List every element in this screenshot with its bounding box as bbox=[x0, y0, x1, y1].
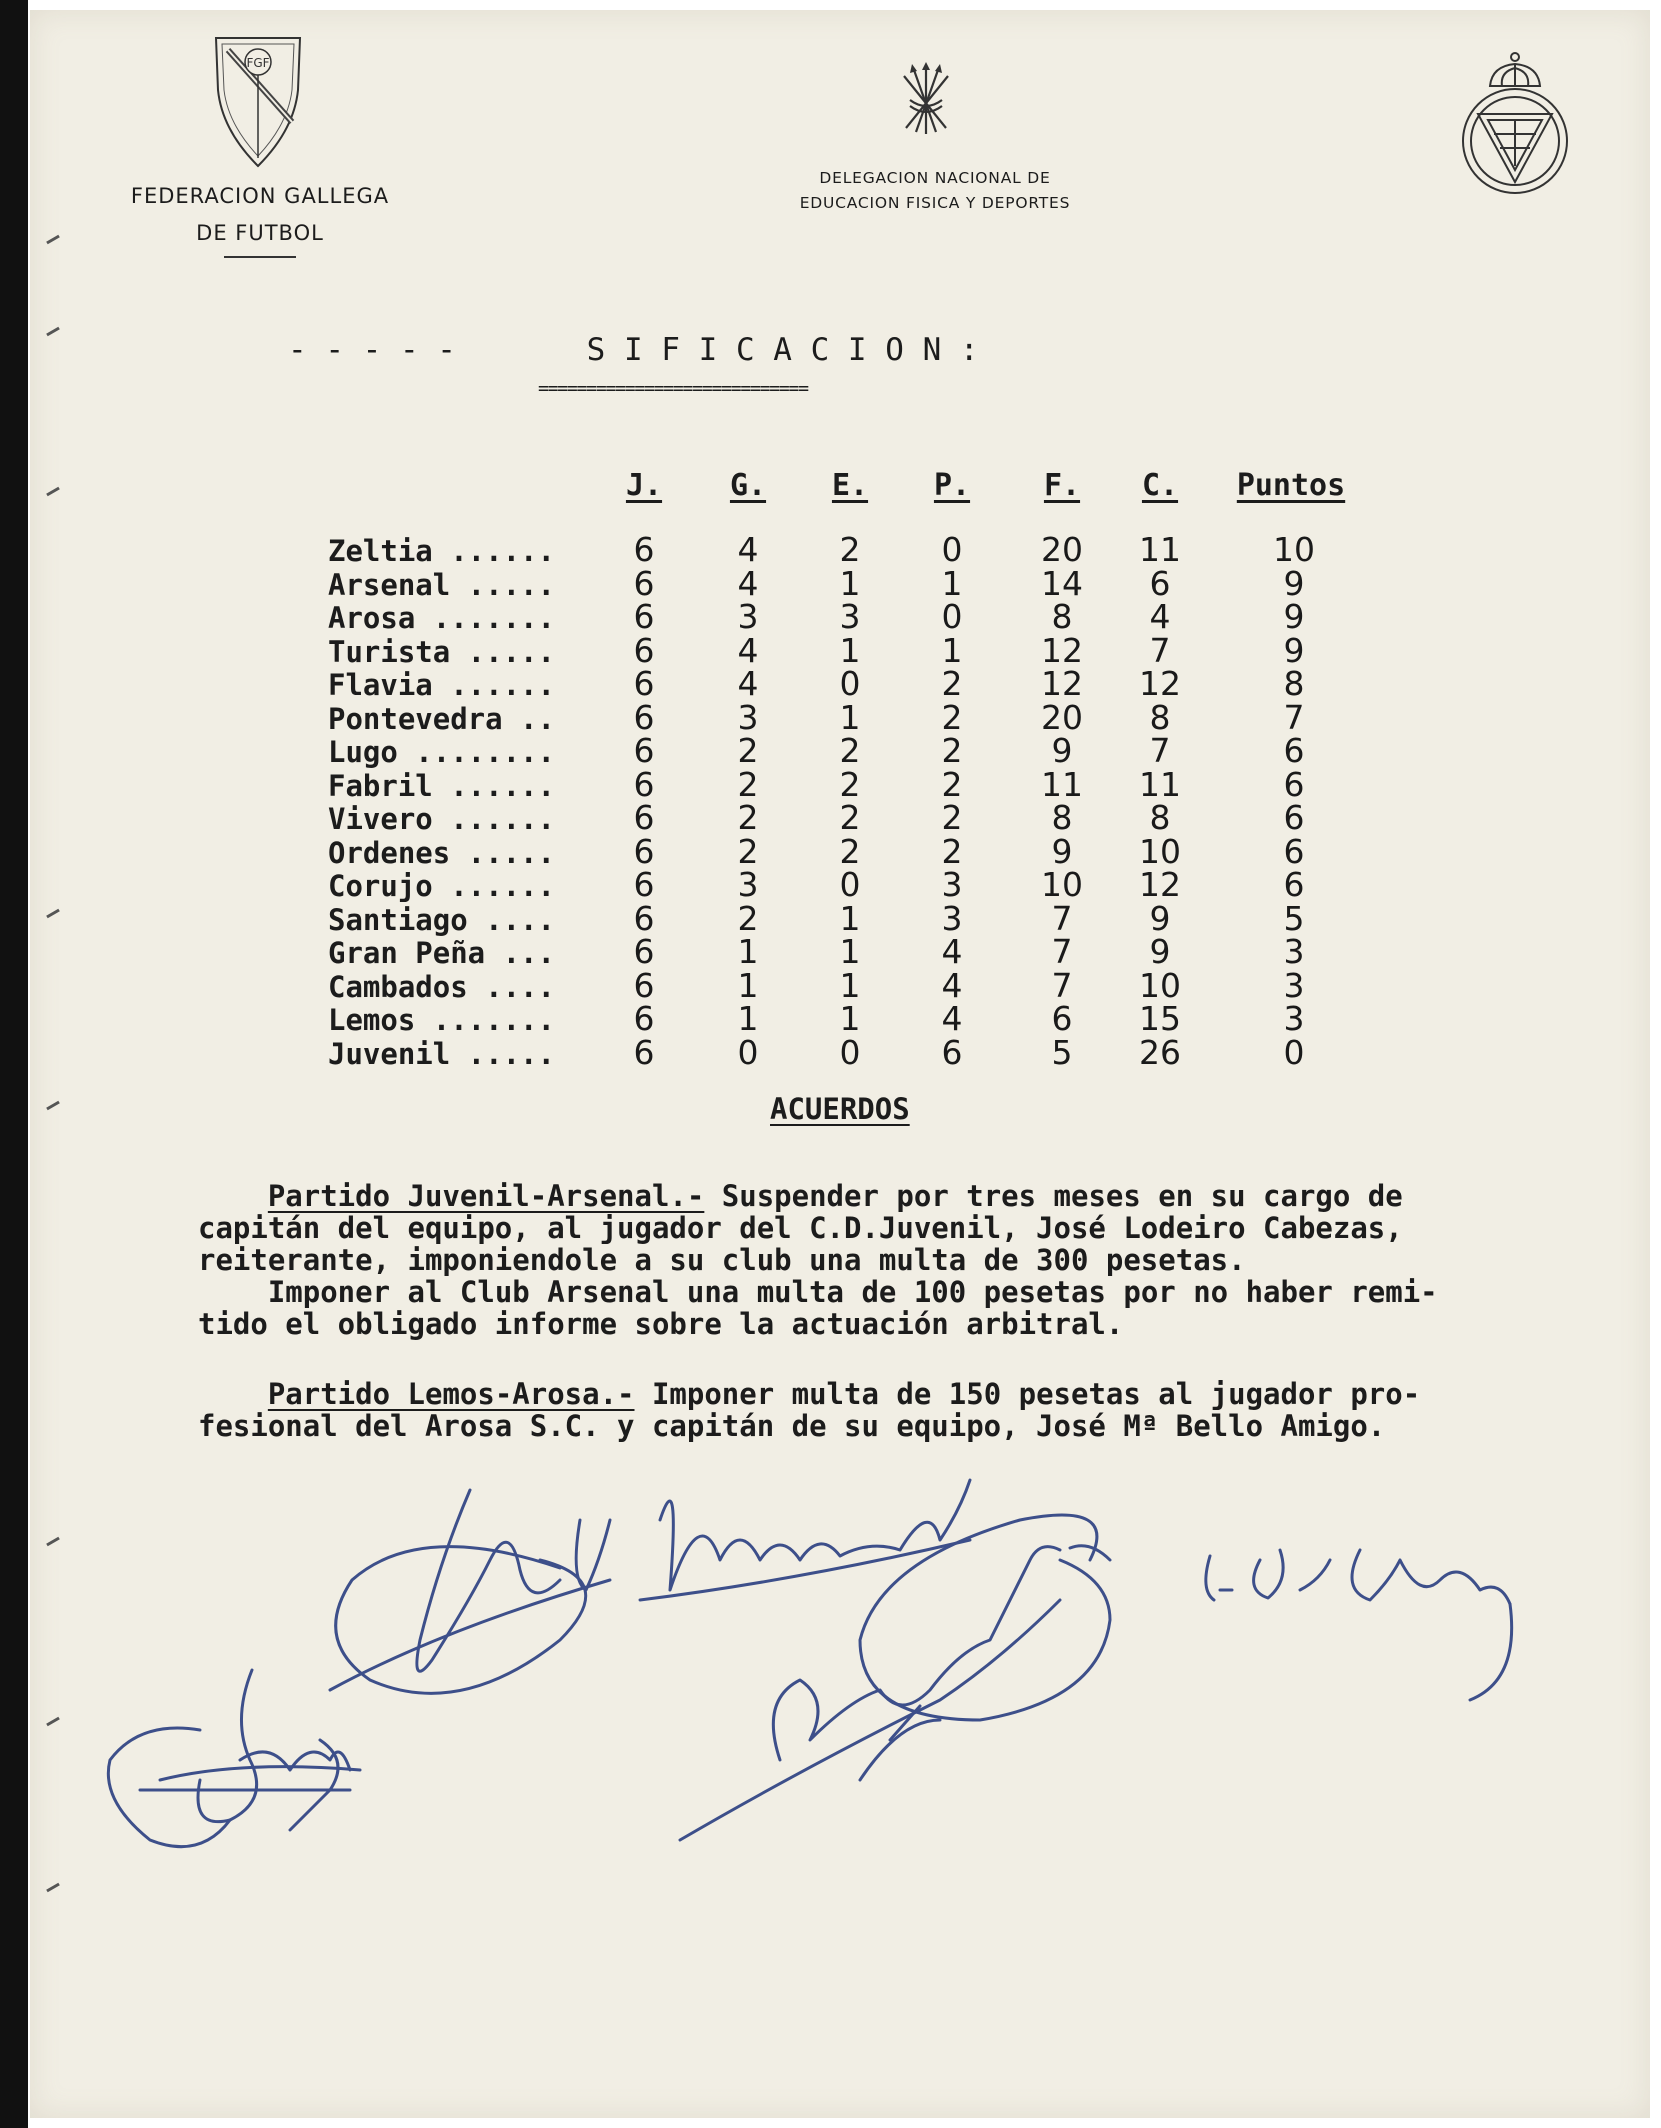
column-header-puntos: Puntos bbox=[1236, 468, 1346, 503]
cell-c: 4 bbox=[1149, 597, 1171, 636]
cell-g: 1 bbox=[737, 932, 759, 971]
federation-name-line1: FEDERACION GALLEGA bbox=[130, 184, 390, 208]
ruling-text: reiterante, imponiendole a su club una multa de 300 pesetas. bbox=[198, 1243, 1246, 1277]
cell-p: 0 bbox=[941, 530, 963, 569]
cell-e: 0 bbox=[839, 664, 861, 703]
team-name: Arosa ....... bbox=[328, 601, 555, 635]
cell-e: 0 bbox=[839, 1032, 861, 1072]
cell-f: 14 bbox=[1041, 563, 1083, 603]
cell-c: 7 bbox=[1149, 630, 1171, 670]
cell-p: 2 bbox=[941, 731, 963, 770]
cell-j: 6 bbox=[633, 1032, 655, 1072]
cell-pts: 9 bbox=[1283, 630, 1305, 670]
cell-c: 26 bbox=[1139, 1032, 1181, 1072]
team-name: Flavia ...... bbox=[328, 668, 555, 702]
crowned-crest-icon bbox=[1450, 46, 1580, 196]
cell-p: 4 bbox=[941, 965, 963, 1005]
acuerdos-heading: ACUERDOS bbox=[770, 1092, 910, 1126]
cell-f: 7 bbox=[1051, 965, 1073, 1005]
cell-g: 1 bbox=[737, 965, 759, 1005]
delegation-name bbox=[760, 166, 1110, 216]
cell-j: 6 bbox=[633, 965, 655, 1005]
cell-g: 3 bbox=[737, 865, 759, 904]
cell-j: 6 bbox=[633, 630, 655, 670]
team-name: Vivero ...... bbox=[328, 802, 555, 836]
cell-g: 0 bbox=[737, 1032, 759, 1072]
cell-c: 15 bbox=[1139, 999, 1181, 1038]
cell-p: 1 bbox=[941, 630, 963, 670]
classification-heading bbox=[288, 332, 979, 368]
ruling-label: Partido Juvenil-Arsenal.- bbox=[267, 1179, 705, 1213]
cell-g: 2 bbox=[737, 764, 759, 804]
yoke-and-arrows-icon bbox=[896, 60, 956, 140]
column-header-j: J. bbox=[625, 468, 663, 503]
cell-p: 6 bbox=[941, 1032, 963, 1072]
cell-g: 4 bbox=[737, 664, 759, 703]
cell-pts: 6 bbox=[1283, 731, 1305, 770]
column-header-e: E. bbox=[831, 468, 869, 503]
cell-pts: 10 bbox=[1273, 530, 1315, 569]
team-name: Lemos ....... bbox=[328, 1003, 555, 1037]
cell-e: 1 bbox=[839, 697, 861, 737]
cell-g: 2 bbox=[737, 831, 759, 871]
cell-g: 3 bbox=[737, 597, 759, 636]
cell-j: 6 bbox=[633, 731, 655, 770]
cell-g: 2 bbox=[737, 898, 759, 938]
cell-e: 1 bbox=[839, 898, 861, 938]
cell-j: 6 bbox=[633, 932, 655, 971]
ruling-text: Suspender por tres meses en su cargo de bbox=[704, 1179, 1403, 1213]
cell-f: 10 bbox=[1041, 865, 1083, 904]
team-name: Pontevedra .. bbox=[328, 701, 555, 736]
federation-name-line2: DE FUTBOL bbox=[196, 221, 324, 245]
cell-p: 3 bbox=[941, 865, 963, 904]
cell-pts: 8 bbox=[1283, 664, 1305, 703]
cell-pts: 3 bbox=[1283, 999, 1305, 1038]
cell-g: 2 bbox=[737, 798, 759, 837]
cell-f: 6 bbox=[1051, 999, 1073, 1038]
ruling-text: capitán del equipo, al jugador del C.D.Juvenil, José Lodeiro Cabezas, bbox=[198, 1211, 1403, 1245]
cell-c: 10 bbox=[1139, 831, 1181, 871]
delegation-name-line2: EDUCACION FISICA Y DEPORTES bbox=[799, 194, 1071, 212]
column-header-c: C. bbox=[1141, 468, 1179, 503]
ruling-text: fesional del Arosa S.C. y capitán de su equipo, José Mª Bello Amigo. bbox=[198, 1409, 1386, 1443]
cell-c: 11 bbox=[1139, 764, 1181, 804]
cell-e: 2 bbox=[839, 530, 861, 569]
ruling-text: tido el obligado informe sobre la actuación arbitral. bbox=[198, 1307, 1124, 1341]
cell-f: 11 bbox=[1041, 764, 1083, 804]
heading-dashes: - - - - - bbox=[288, 332, 456, 368]
cell-j: 6 bbox=[633, 764, 655, 804]
cell-g: 4 bbox=[737, 530, 759, 569]
cell-c: 6 bbox=[1149, 563, 1171, 603]
cell-e: 1 bbox=[839, 630, 861, 670]
cell-pts: 9 bbox=[1283, 597, 1305, 636]
cell-c: 9 bbox=[1149, 932, 1171, 971]
team-name: Cambados .... bbox=[328, 969, 555, 1004]
federation-rule bbox=[224, 256, 296, 258]
cell-j: 6 bbox=[633, 798, 655, 837]
cell-c: 7 bbox=[1149, 731, 1171, 770]
cell-e: 2 bbox=[839, 798, 861, 837]
heading-double-rule: ============================ bbox=[538, 378, 808, 399]
federation-crest-icon bbox=[208, 30, 308, 170]
cell-j: 6 bbox=[633, 865, 655, 904]
cell-pts: 9 bbox=[1283, 563, 1305, 603]
cell-c: 8 bbox=[1149, 697, 1171, 737]
cell-j: 6 bbox=[633, 898, 655, 938]
team-name: Zeltia ...... bbox=[328, 534, 555, 568]
cell-c: 9 bbox=[1149, 898, 1171, 938]
team-name: Corujo ...... bbox=[328, 869, 555, 903]
cell-c: 11 bbox=[1139, 530, 1181, 569]
cell-j: 6 bbox=[633, 563, 655, 603]
cell-pts: 6 bbox=[1283, 798, 1305, 837]
cell-j: 6 bbox=[633, 664, 655, 703]
cell-f: 9 bbox=[1051, 831, 1073, 871]
cell-pts: 5 bbox=[1283, 898, 1305, 938]
cell-e: 1 bbox=[839, 932, 861, 971]
cell-c: 10 bbox=[1139, 965, 1181, 1005]
cell-j: 6 bbox=[633, 697, 655, 737]
cell-pts: 3 bbox=[1283, 932, 1305, 971]
cell-f: 5 bbox=[1051, 1032, 1073, 1072]
cell-p: 4 bbox=[941, 932, 963, 971]
team-name: Lugo ........ bbox=[328, 735, 555, 769]
cell-f: 8 bbox=[1051, 798, 1073, 837]
ruling-label: Partido Lemos-Arosa.- bbox=[267, 1377, 635, 1411]
cell-c: 8 bbox=[1149, 798, 1171, 837]
team-name: Turista ..... bbox=[328, 634, 555, 669]
team-name: Ordenes ..... bbox=[328, 835, 555, 870]
cell-e: 2 bbox=[839, 731, 861, 770]
cell-p: 2 bbox=[941, 798, 963, 837]
cell-pts: 3 bbox=[1283, 965, 1305, 1005]
ruling-juvenil-arsenal bbox=[198, 1180, 1618, 1340]
cell-g: 4 bbox=[737, 563, 759, 603]
cell-f: 20 bbox=[1041, 697, 1083, 737]
team-name: Arsenal ..... bbox=[328, 567, 555, 602]
cell-j: 6 bbox=[633, 530, 655, 569]
cell-pts: 6 bbox=[1283, 831, 1305, 871]
binding-spine bbox=[0, 0, 28, 2128]
ruling-text: Imponer al Club Arsenal una multa de 100 pesetas por no haber remi- bbox=[267, 1275, 1438, 1309]
cell-p: 2 bbox=[941, 831, 963, 871]
team-name: Santiago .... bbox=[328, 902, 555, 937]
cell-e: 3 bbox=[839, 597, 861, 636]
cell-e: 2 bbox=[839, 764, 861, 804]
team-name: Juvenil ..... bbox=[328, 1036, 555, 1071]
cell-e: 1 bbox=[839, 999, 861, 1038]
team-name: Gran Peña ... bbox=[328, 936, 555, 970]
cell-f: 9 bbox=[1051, 731, 1073, 770]
cell-e: 1 bbox=[839, 563, 861, 603]
cell-pts: 7 bbox=[1283, 697, 1305, 737]
cell-g: 4 bbox=[737, 630, 759, 670]
cell-j: 6 bbox=[633, 999, 655, 1038]
cell-j: 6 bbox=[633, 597, 655, 636]
cell-pts: 6 bbox=[1283, 764, 1305, 804]
cell-f: 12 bbox=[1041, 630, 1083, 670]
heading-text: S I F I C A C I O N : bbox=[586, 332, 979, 368]
cell-p: 2 bbox=[941, 697, 963, 737]
ruling-text: Imponer multa de 150 pesetas al jugador pro- bbox=[634, 1377, 1421, 1411]
federation-name bbox=[100, 178, 420, 252]
cell-c: 12 bbox=[1139, 865, 1181, 904]
svg-text:FGF: FGF bbox=[246, 56, 270, 70]
cell-g: 2 bbox=[737, 731, 759, 770]
cell-g: 3 bbox=[737, 697, 759, 737]
cell-f: 8 bbox=[1051, 597, 1073, 636]
cell-f: 7 bbox=[1051, 932, 1073, 971]
team-name: Fabril ...... bbox=[328, 768, 555, 803]
ruling-lemos-arosa bbox=[198, 1378, 1618, 1442]
cell-f: 7 bbox=[1051, 898, 1073, 938]
cell-e: 0 bbox=[839, 865, 861, 904]
cell-p: 2 bbox=[941, 764, 963, 804]
cell-p: 3 bbox=[941, 898, 963, 938]
cell-p: 0 bbox=[941, 597, 963, 636]
cell-p: 4 bbox=[941, 999, 963, 1038]
cell-e: 1 bbox=[839, 965, 861, 1005]
cell-j: 6 bbox=[633, 831, 655, 871]
column-header-p: P. bbox=[933, 468, 971, 503]
delegation-name-line1: DELEGACION NACIONAL DE bbox=[819, 169, 1051, 187]
cell-c: 12 bbox=[1139, 664, 1181, 703]
cell-g: 1 bbox=[737, 999, 759, 1038]
cell-pts: 6 bbox=[1283, 865, 1305, 904]
cell-p: 2 bbox=[941, 664, 963, 703]
cell-p: 1 bbox=[941, 563, 963, 603]
cell-e: 2 bbox=[839, 831, 861, 871]
column-header-f: F. bbox=[1043, 468, 1081, 503]
cell-f: 12 bbox=[1041, 664, 1083, 703]
cell-pts: 0 bbox=[1283, 1032, 1305, 1072]
cell-f: 20 bbox=[1041, 530, 1083, 569]
column-header-g: G. bbox=[729, 468, 767, 503]
